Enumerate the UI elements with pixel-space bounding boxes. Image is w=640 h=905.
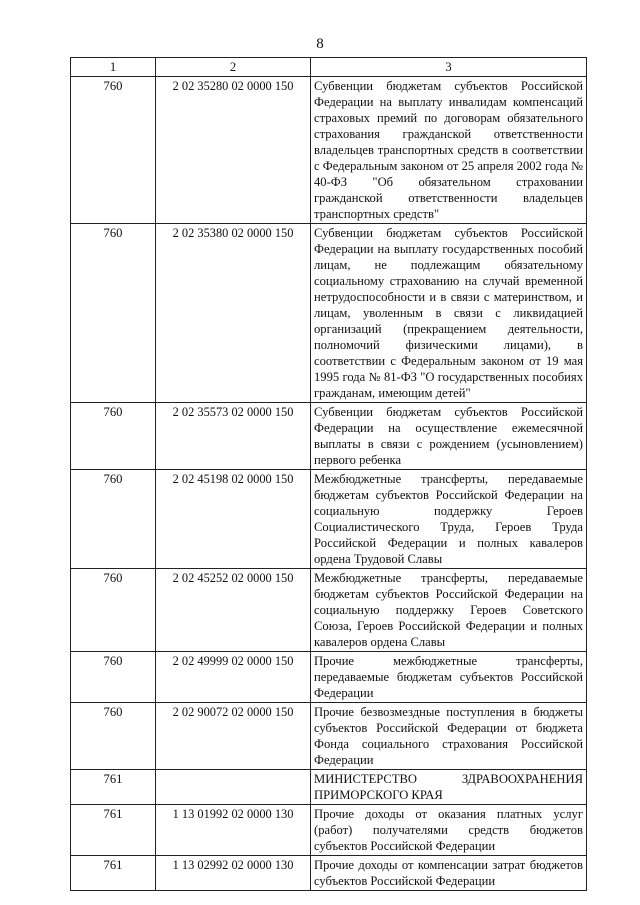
- description-cell: Субвенции бюджетам субъектов Российской Федерации на выплату инвалидам компенсаций страховых премий по договорам обязательного страхования гражданской ответственности владельцев транспортных средств в соответствии с Федеральным законом от 25 апреля 2002 года № 40-ФЗ "Об обязательном страховании гражданской ответственности владельцев транспортных средств": [311, 77, 587, 224]
- description-cell: Субвенции бюджетам субъектов Российской Федерации на осуществление ежемесячной выплаты в связи с рождением (усыновлением) первого ребенка: [311, 403, 587, 470]
- admin-code-cell: 760: [71, 77, 156, 224]
- description-cell: Прочие доходы от компенсации затрат бюджетов субъектов Российской Федерации: [311, 856, 587, 891]
- revenue-code-cell: 1 13 02992 02 0000 130: [156, 856, 311, 891]
- revenue-code-cell: 2 02 35573 02 0000 150: [156, 403, 311, 470]
- description-cell: Прочие межбюджетные трансферты, передаваемые бюджетам субъектов Российской Федерации: [311, 652, 587, 703]
- admin-code-cell: 761: [71, 856, 156, 891]
- revenue-code-cell: 2 02 45252 02 0000 150: [156, 569, 311, 652]
- table-row: [71, 77, 587, 224]
- revenue-code-cell: 2 02 35280 02 0000 150: [156, 77, 311, 224]
- table-header-row: [71, 58, 587, 77]
- revenue-code-cell: 2 02 45198 02 0000 150: [156, 470, 311, 569]
- revenue-code-cell: 2 02 49999 02 0000 150: [156, 652, 311, 703]
- admin-code-cell: 760: [71, 403, 156, 470]
- revenue-code-cell: 2 02 35380 02 0000 150: [156, 224, 311, 403]
- table-row: [71, 770, 587, 805]
- description-cell: Прочие безвозмездные поступления в бюджеты субъектов Российской Федерации от бюджета Фонда социального страхования Российской Федерации: [311, 703, 587, 770]
- revenue-code-cell: [156, 770, 311, 805]
- admin-code-cell: 760: [71, 470, 156, 569]
- header-column-2: 2: [156, 58, 311, 77]
- table-row: [71, 569, 587, 652]
- table-row: [71, 652, 587, 703]
- admin-code-cell: 761: [71, 805, 156, 856]
- header-column-3: 3: [311, 58, 587, 77]
- description-cell: Межбюджетные трансферты, передаваемые бюджетам субъектов Российской Федерации на социальную поддержку Героев Советского Союза, Героев Российской Федерации и полных кавалеров ордена Славы: [311, 569, 587, 652]
- header-column-1: 1: [71, 58, 156, 77]
- table-row: [71, 703, 587, 770]
- page-number: 8: [316, 36, 324, 52]
- table-row: [71, 403, 587, 470]
- budget-revenue-table: [70, 57, 587, 891]
- description-cell: Прочие доходы от оказания платных услуг (работ) получателями средств бюджетов субъектов Российской Федерации: [311, 805, 587, 856]
- admin-code-cell: 760: [71, 224, 156, 403]
- ministry-title-cell: МИНИСТЕРСТВО ЗДРАВООХРАНЕНИЯ ПРИМОРСКОГО КРАЯ: [311, 770, 587, 805]
- table-row: [71, 805, 587, 856]
- description-cell: Субвенции бюджетам субъектов Российской Федерации на выплату государственных пособий лицам, не подлежащим обязательному социальному страхованию на случай временной нетрудоспособности и в связи с материнством, и лицам, уволенным в связи с ликвидацией организаций (прекращением деятельности, полномочий физическими лицами), в соответствии с Федеральным законом от 19 мая 1995 года № 81-ФЗ "О государственных пособиях гражданам, имеющим детей": [311, 224, 587, 403]
- revenue-code-cell: 2 02 90072 02 0000 150: [156, 703, 311, 770]
- admin-code-cell: 760: [71, 569, 156, 652]
- table-row: [71, 224, 587, 403]
- admin-code-cell: 760: [71, 652, 156, 703]
- description-cell: Межбюджетные трансферты, передаваемые бюджетам субъектов Российской Федерации на социальную поддержку Героев Социалистического Труда, Героев Труда Российской Федерации и полных кавалеров ордена Трудовой Славы: [311, 470, 587, 569]
- admin-code-cell: 761: [71, 770, 156, 805]
- table-row: [71, 856, 587, 891]
- admin-code-cell: 760: [71, 703, 156, 770]
- revenue-code-cell: 1 13 01992 02 0000 130: [156, 805, 311, 856]
- table-row: [71, 470, 587, 569]
